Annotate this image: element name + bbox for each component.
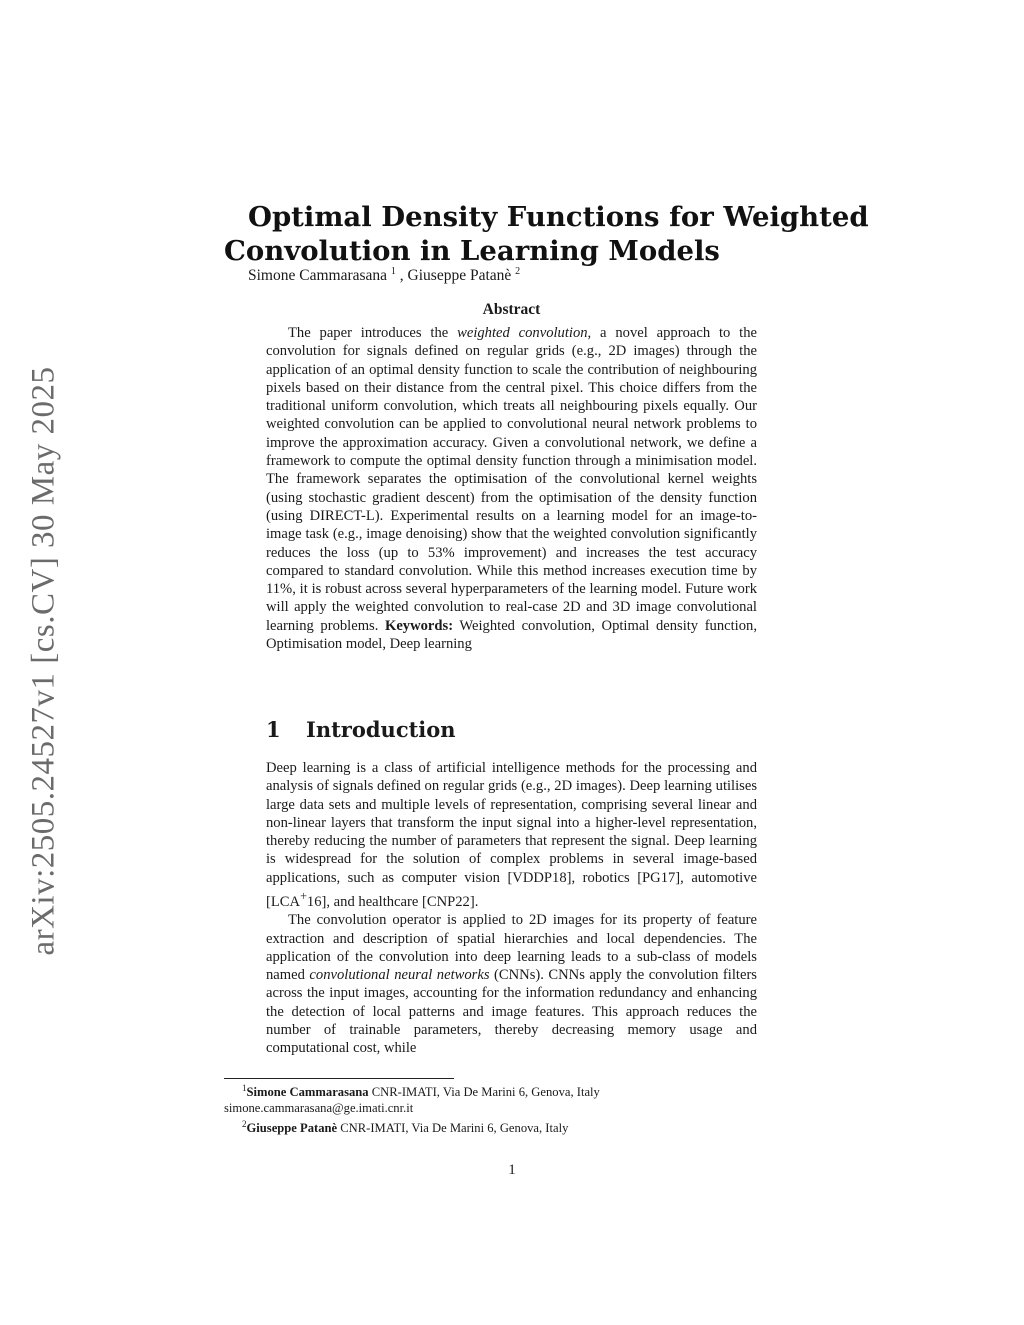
title-line-1: Optimal Density Functions for Weighted: [248, 201, 869, 233]
abstract-emphasis: weighted convolution: [457, 325, 588, 341]
footnote-2: [224, 1116, 784, 1136]
footnote-2-mark: 2: [242, 1119, 247, 1130]
introduction-body: [266, 759, 757, 1058]
footnote-2-name: Giuseppe Patanè: [246, 1121, 338, 1136]
intro-p1-sup: +: [300, 889, 307, 904]
title-line-2: Convolution in Learning Models: [224, 235, 720, 267]
intro-p1-end: 16], and healthcare [CNP22].: [306, 893, 479, 910]
author-line: [248, 266, 520, 285]
keywords-label: Keywords:: [384, 617, 454, 634]
author-2-mark: 2: [515, 266, 521, 277]
intro-p2-emphasis: convolutional neural networks: [309, 967, 490, 984]
abstract-text-2: , a novel approach to the convolution for signals defined on regular grids (e.g., 2D images) through the application of an optimal density function to scale the contribution of neighbouring pixels based on their distance from the central pixel. This choice differs from the traditional uniform convolution, which treats all neighbouring pixels equally. Our weighted convolution can be applied to convolutional neural network problems to improve the approximation accuracy. Given a convolutional network, we define a framework to compute the optimal density function through a minimisation model. The framework separates the optimisation of the convolutional kernel weights (using stochastic gradient descent) from the optimisation of the density function (using DIRECT-L). Experimental results on a learning model for an image-to-image task (e.g., image denoising) show that the weighted convolution significantly reduces the loss (up to 53% improvement) and increases the test accuracy compared to standard convolution. While this method increases execution time by 11%, it is robust across several hyperparameters of the learning model. Future work will apply the weighted convolution to real-case 2D and 3D image convolutional learning problems.: [266, 325, 757, 634]
paper-title: [224, 200, 869, 268]
page-number: 1: [508, 1162, 516, 1178]
intro-p2-text-2: (CNNs). CNNs apply the convolution filters across the input images, accounting for the information redundancy and enhancing the detection of local patterns and image features. This approach reduces the number of trainable parameters, thereby decreasing memory usage and computational cost, while: [266, 967, 757, 1057]
keywords-list: Weighted convolution, Optimal density function, Optimisation model, Deep learning: [266, 617, 757, 653]
section-heading-introduction: [266, 717, 757, 742]
intro-p2-text-1: The convolution operator is applied to 2D images for its property of feature extraction and description of spatial hierarchies and local dependencies. The application of the convolution into deep learning leads to a sub-class of models named: [266, 912, 757, 984]
footnote-2-affiliation: CNR-IMATI, Via De Marini 6, Genova, Italy: [337, 1121, 569, 1136]
footnotes: [224, 1080, 784, 1136]
intro-paragraph-2: [266, 911, 757, 1057]
footnote-rule: [224, 1078, 454, 1079]
footnote-1-affiliation: CNR-IMATI, Via De Marini 6, Genova, Italy: [368, 1085, 600, 1100]
abstract-heading: Abstract: [482, 301, 541, 318]
author-1-mark: 1: [390, 266, 396, 277]
footnote-1: [224, 1080, 784, 1100]
intro-paragraph-1: [266, 759, 757, 911]
abstract-body: [266, 324, 757, 653]
footnote-1-mark: 1: [242, 1083, 247, 1093]
footnote-1-email: simone.cammarasana@ge.imati.cnr.it: [224, 1101, 414, 1116]
author-2: Giuseppe Patanè: [407, 267, 512, 285]
section-title: Introduction: [306, 717, 456, 742]
abstract-text-1: The paper introduces the: [288, 325, 458, 341]
author-separator: ,: [399, 267, 404, 285]
author-1: Simone Cammarasana: [248, 267, 388, 285]
arxiv-sidebar-stamp: [16, 362, 72, 960]
footnote-1-name: Simone Cammarasana: [246, 1085, 369, 1100]
intro-p1-text: Deep learning is a class of artificial intelligence methods for the processing and analysis of signals defined on regular grids (e.g., 2D images). Deep learning utilises large data sets and multiple levels of representation, comprising several linear and non-linear layers that transform the input signal into a higher-level representation, thereby reducing the number of parameters that represent the signal. Deep learning is widespread for the solution of complex problems in several image-based applications, such as computer vision [VDDP18], robotics [PG17], automotive [LCA: [266, 760, 757, 910]
section-number: 1: [266, 717, 281, 742]
arxiv-identifier: arXiv:2505.24527v1 [cs.CV] 30 May 2025: [25, 366, 62, 956]
